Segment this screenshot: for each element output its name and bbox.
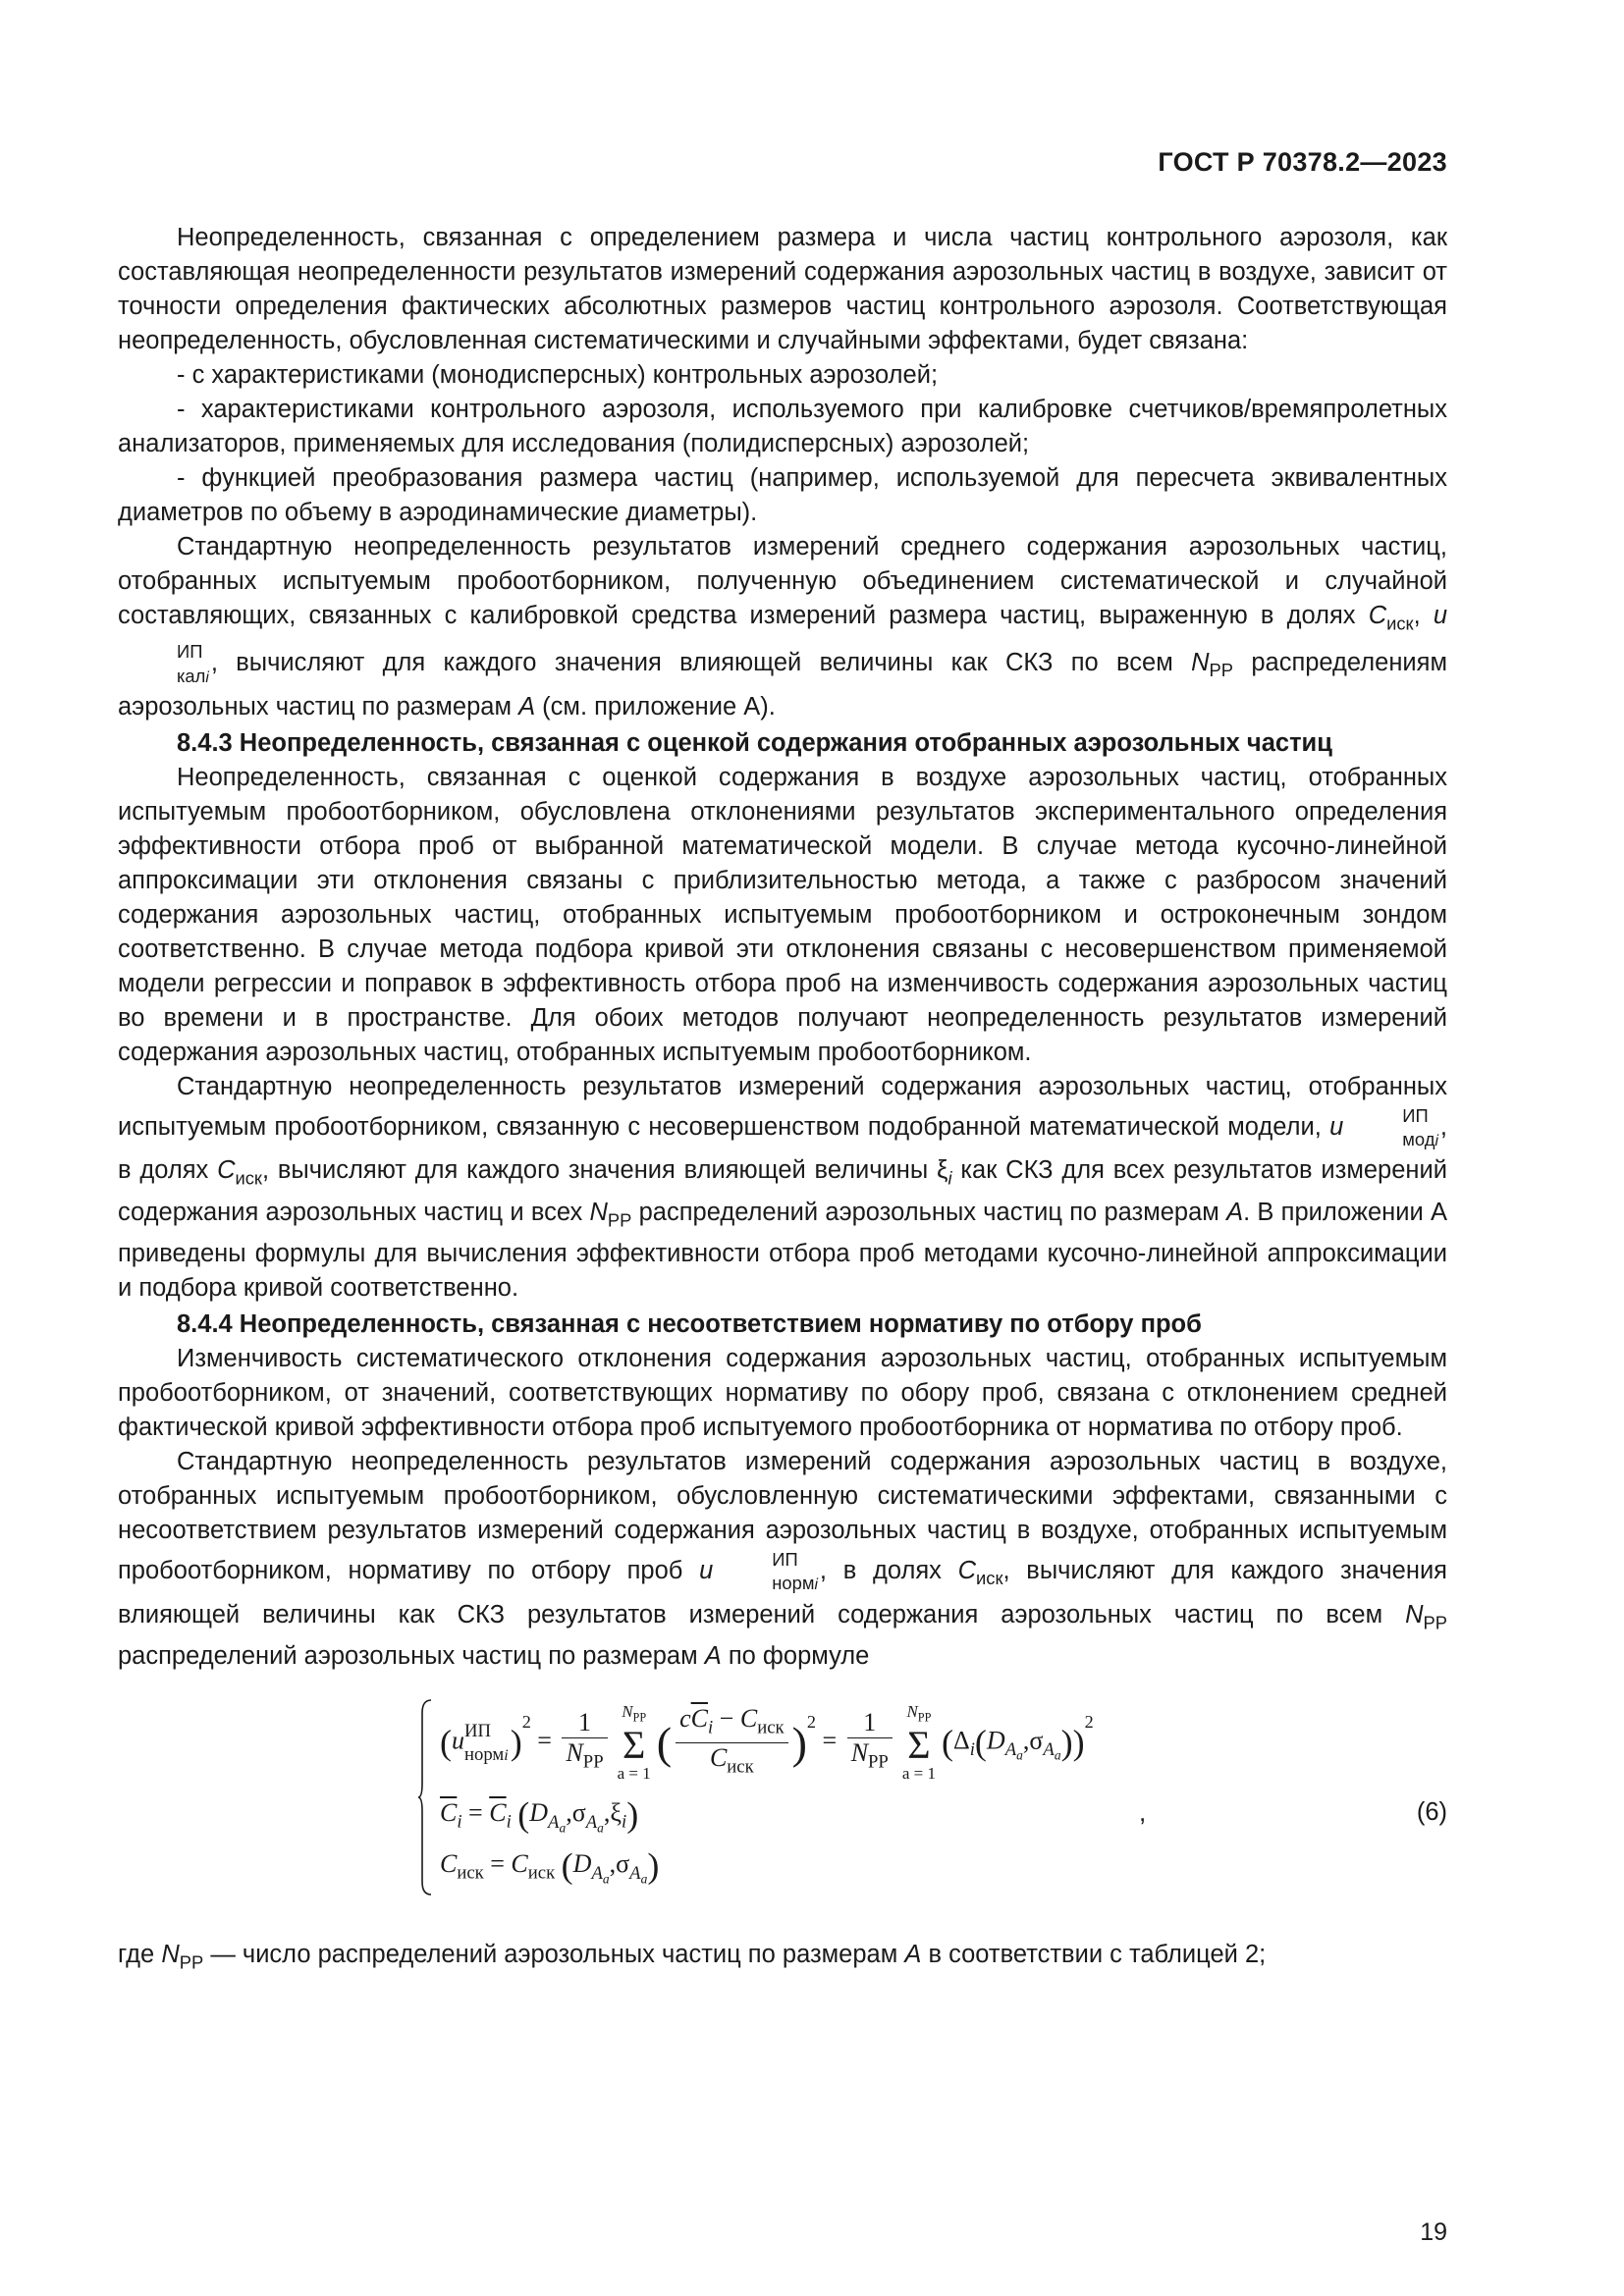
formula-row-1: (u ИП нормi )$^2$ = $\frac{1}{N_{PP}}$ $N_{PP}$ Σ a = 1 ( $\frac{c\overline{C}_i - C_{иск}}{C_{иск}}$ )$^2$ = $\frac{1}{N_{PP}}$ $N_{PP}$ Σ a = 1 $(\Delta_i(D_{A_a},\sigma_{A_a}))^2$	[440, 1702, 1094, 1784]
page-number: 19	[1420, 2218, 1447, 2246]
section-heading-8-4-3: 8.4.3 Неопределенность, связанная с оценкой содержания отобранных аэрозольных частиц	[177, 728, 1332, 757]
symbol-u-kal: u	[1433, 602, 1448, 629]
where-clause: где $N_{PP}$ — число распределений аэрозольных частиц по размерам A в соответствии с таблицей 2;	[118, 1941, 1267, 1973]
section-heading-8-4-4: 8.4.4 Неопределенность, связанная с несоответствием нормативу по отбору проб	[177, 1310, 1202, 1339]
formula-row-3: $C_{иск} = C_{иск}$ $(D_{A_a},\sigma_{A_a})$	[440, 1845, 660, 1887]
paragraph: Изменчивость систематического отклонения содержания аэрозольных частиц, отобранных испытуемым пробоотборником, от значений, соответствующих нормативу по обору проб, связана с отклонением средней фактической кривой эффективности отбора проб испытуемого пробоотборника от норматива по отбору проб.	[118, 1345, 1447, 1442]
formula-trailing-comma: ,	[1139, 1797, 1147, 1827]
document-body	[118, 221, 1447, 1979]
paragraph: Неопределенность, связанная с оценкой содержания в воздухе аэрозольных частиц, отобранных испытуемым пробоотборником, обусловлена отклонениями результатов экспериментального определения эффективности отбора проб от выбранной математической модели. В случае метода кусочно-линейной аппроксимации эти отклонения связаны с приблизительностью метода, а также с разбросом значений содержания аэрозольных частиц, отобранных испытуемым пробоотборником и остроконечным зондом соответственно. В случае метода подбора кривой эти отклонения связаны с несовершенством применяемой модели регрессии и поправок в эффективность отбора проб на изменчивость содержания аэрозольных частиц во времени и в пространстве. Для обоих методов получают неопределенность результатов измерений содержания аэрозольных частиц, отобранных испытуемым пробоотборником.	[118, 763, 1447, 1066]
paragraph-norm: Стандартную неопределенность результатов измерений содержания аэрозольных частиц в воздухе, отобранных испытуемым пробоотборником, обусловленную систематическими эффектами, связанными с несоответствием результатов измерений содержания аэрозольных частиц в воздухе, отобранных испытуемым пробоотборником, нормативу по отбору проб u ИП нормi , в долях $C_{иск}$, вычисляют для каждого значения влияющей величины как СКЗ результатов измерений содержания аэрозольных частиц по всем $N_{PP}$ распределений аэрозольных частиц по размерам A по формуле	[118, 1448, 1447, 1670]
list-item: - функцией преобразования размера частиц (например, используемой для пересчета эквивалентных диаметров по объему в аэродинамические диаметры).	[118, 464, 1447, 526]
equation-number: (6)	[1416, 1798, 1447, 1826]
paragraph-model: Стандартную неопределенность результатов измерений содержания аэрозольных частиц, отобранных испытуемым пробоотборником, связанную с несовершенством подобранной математической модели, u ИП модi , в долях $C_{иск}$, вычисляют для каждого значения влияющей величины $\xi_i$ как СКЗ для всех результатов измерений содержания аэрозольных частиц и всех $N_{PP}$ распределений аэрозольных частиц по размерам A. В приложении А приведены формулы для вычисления эффективности отбора проб методами кусочно-линейной аппроксимации и подбора кривой соответственно.	[118, 1072, 1447, 1303]
paragraph-calibration: Стандартную неопределенность результатов измерений среднего содержания аэрозольных частиц, отобранных испытуемым пробоотборником, полученную объединением систематической и случайной составляющих, связанных с калибровкой средства измерений размера частиц, выраженную в долях $C_{иск}$, u ИП калi , вычисляют для каждого значения влияющей величины как СКЗ по всем $N_{PP}$ распределениям аэрозольных частиц по размерам A (см. приложение А).	[118, 533, 1448, 721]
formula-row-2: $\overline{C}_i = \overline{C}_i$ $(D_{A_a},\sigma_{A_a},\xi_i)$	[440, 1794, 639, 1836]
paragraph: Неопределенность, связанная с определением размера и числа частиц контрольного аэрозоля, как составляющая неопределенности результатов измерений содержания аэрозольных частиц в воздухе, зависит от точности определения фактических абсолютных размеров частиц контрольного аэрозоля. Соответствующая неопределенность, обусловленная систематическими и случайными эффектами, будет связана:	[118, 224, 1447, 354]
document-code-header: ГОСТ Р 70378.2—2023	[1158, 147, 1447, 177]
list-item: - характеристиками контрольного аэрозоля, используемого при калибровке счетчиков/времяпролетных анализаторов, применяемых для исследования (полидисперсных) аэрозолей;	[118, 396, 1447, 457]
left-brace-icon	[417, 1699, 433, 1896]
list-item: - с характеристиками (монодисперсных) контрольных аэрозолей;	[177, 361, 939, 389]
formula-6	[118, 1689, 1447, 1900]
